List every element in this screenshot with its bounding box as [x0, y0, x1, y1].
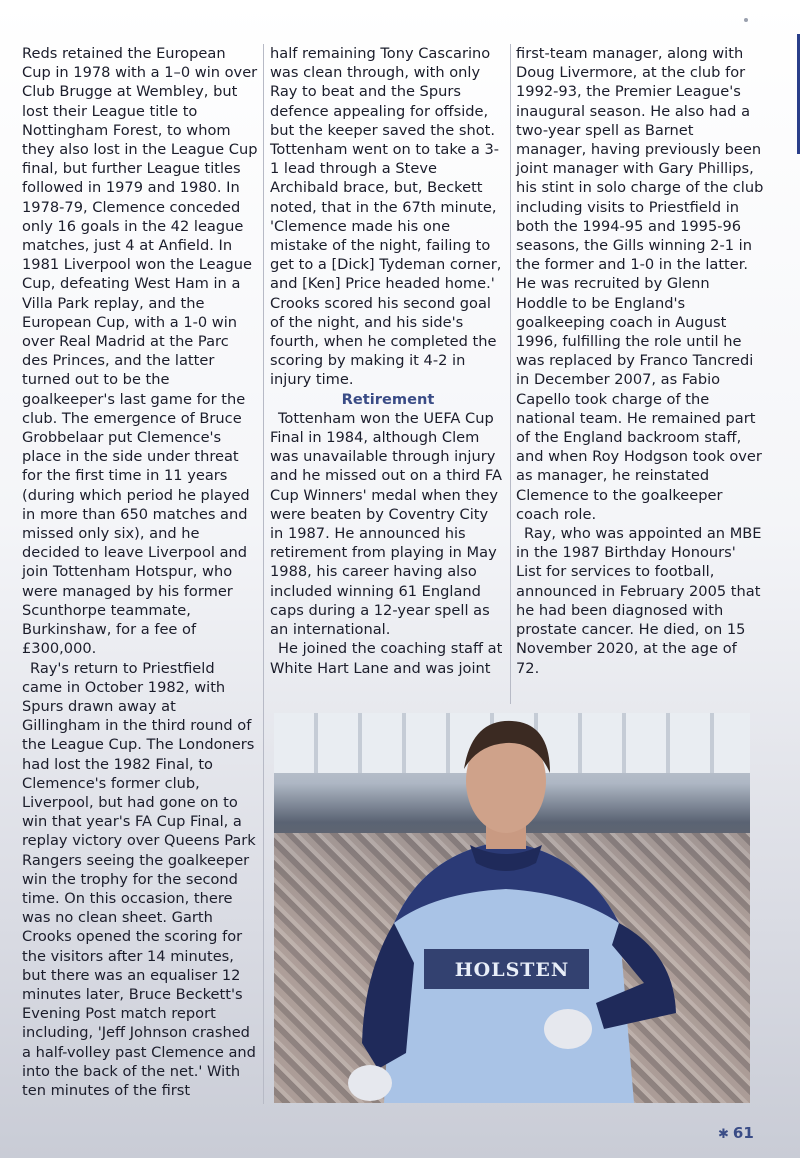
goalkeeper-photo — [274, 713, 750, 1103]
corner-dot — [744, 18, 748, 22]
column-divider — [263, 44, 264, 1104]
paragraph: He joined the coaching staff at White Hart Lane and was joint — [270, 640, 503, 677]
column-divider — [510, 44, 511, 704]
paragraph: half remaining Tony Cascarino was clean through, with only Ray to beat and the Spurs defence appealing for offside, but the keeper saved the shot. Tottenham went on to take a 3-1 lead through a Steve Archibald brace, but, Beckett noted, that in the 67th minute, 'Clemence made his one mistake of the night, failing to get to a [Dick] Tydeman corner, and [Ken] Price headed home.' Crooks scored his second goal of the night, and his side's fourth, when he completed the scoring by making it 4-2 in injury time. — [270, 45, 502, 389]
column-3 — [516, 44, 764, 678]
column-2 — [270, 44, 506, 678]
shirt-sponsor-text: HOLSTEN — [454, 959, 570, 981]
club-crest-icon: ✱ — [718, 1127, 729, 1142]
paragraph: Ray, who was appointed an MBE in the 1987 Birthday Honours' List for services to football, announced in February 2005 that he had been diagnosed with prostate cancer. He died, on 15 November 2020, at the age of 72. — [516, 525, 762, 677]
page-number — [718, 1124, 754, 1142]
paragraph: Ray's return to Priestfield came in October 1982, with Spurs drawn away at Gillingham in the third round of the League Cup. The Londoners had lost the 1982 Final, to Clemence's former club, Liverpool, but had gone on to win that year's FA Cup Final, a replay victory over Queens Park Rangers seeing the goalkeeper win the trophy for the second time. On this occasion, there was no clean sheet. Garth Crooks opened the scoring for the visitors after 14 minutes, but there was an equaliser 12 minutes later, Bruce Beckett's Evening Post match report including, 'Jeff Johnson crashed a half-volley past Clemence and into the back of the net.' With ten minutes of the first — [22, 659, 256, 1099]
column-1 — [22, 44, 258, 1100]
page-number-text: 61 — [732, 1124, 754, 1142]
section-heading: Retirement — [341, 390, 435, 408]
paragraph: first-team manager, along with Doug Livermore, at the club for 1992-93, the Premier League's inaugural season. He also had a two-year spell as Barnet manager, having previously been joint manager with Gary Phillips, his stint in solo charge of the club including visits to Priestfield in both the 1994-95 and 1995-96 seasons, the Gills winning 2-1 in the former and 1-0 in the latter. He was recruited by Glenn Hoddle to be England's goalkeeping coach in August 1996, fulfilling the role until he was replaced by Franco Tancredi in December 2007, as Fabio Capello took charge of the national team. He remained part of the England backroom staff, and when Roy Hodgson took over as manager, he reinstated Clemence to the goalkeeper coach role. — [516, 45, 764, 523]
goalkeeper-figure — [274, 713, 750, 1103]
paragraph: Tottenham won the UEFA Cup Final in 1984, although Clem was unavailable through injury and he missed out on a third FA Cup Winners' medal when they were beaten by Coventry City in 1987. He announced his retirement from playing in May 1988, his career having also included winning 61 England caps during a 12-year spell as an international. — [270, 409, 502, 639]
paragraph: Reds retained the European Cup in 1978 with a 1–0 win over Club Brugge at Wembley, but lost their League title to Nottingham Forest, to whom they also lost in the League Cup final, but further League titles followed in 1979 and 1980. In 1978-79, Clemence conceded only 16 goals in the 42 league matches, just 4 at Anfield. In 1981 Liverpool won the League Cup, defeating West Ham in a Villa Park replay, and the European Cup, with a 1-0 win over Real Madrid at the Parc des Princes, and the latter turned out to be the goalkeeper's last game for the club. The emergence of Bruce Grobbelaar put Clemence's place in the side under threat for the first time in 11 years (during which period he played in more than 650 matches and missed only six), and he decided to leave Liverpool and join Tottenham Hotspur, who were managed by his former Scunthorpe teammate, Burkinshaw, for a fee of £300,000. — [22, 45, 258, 658]
